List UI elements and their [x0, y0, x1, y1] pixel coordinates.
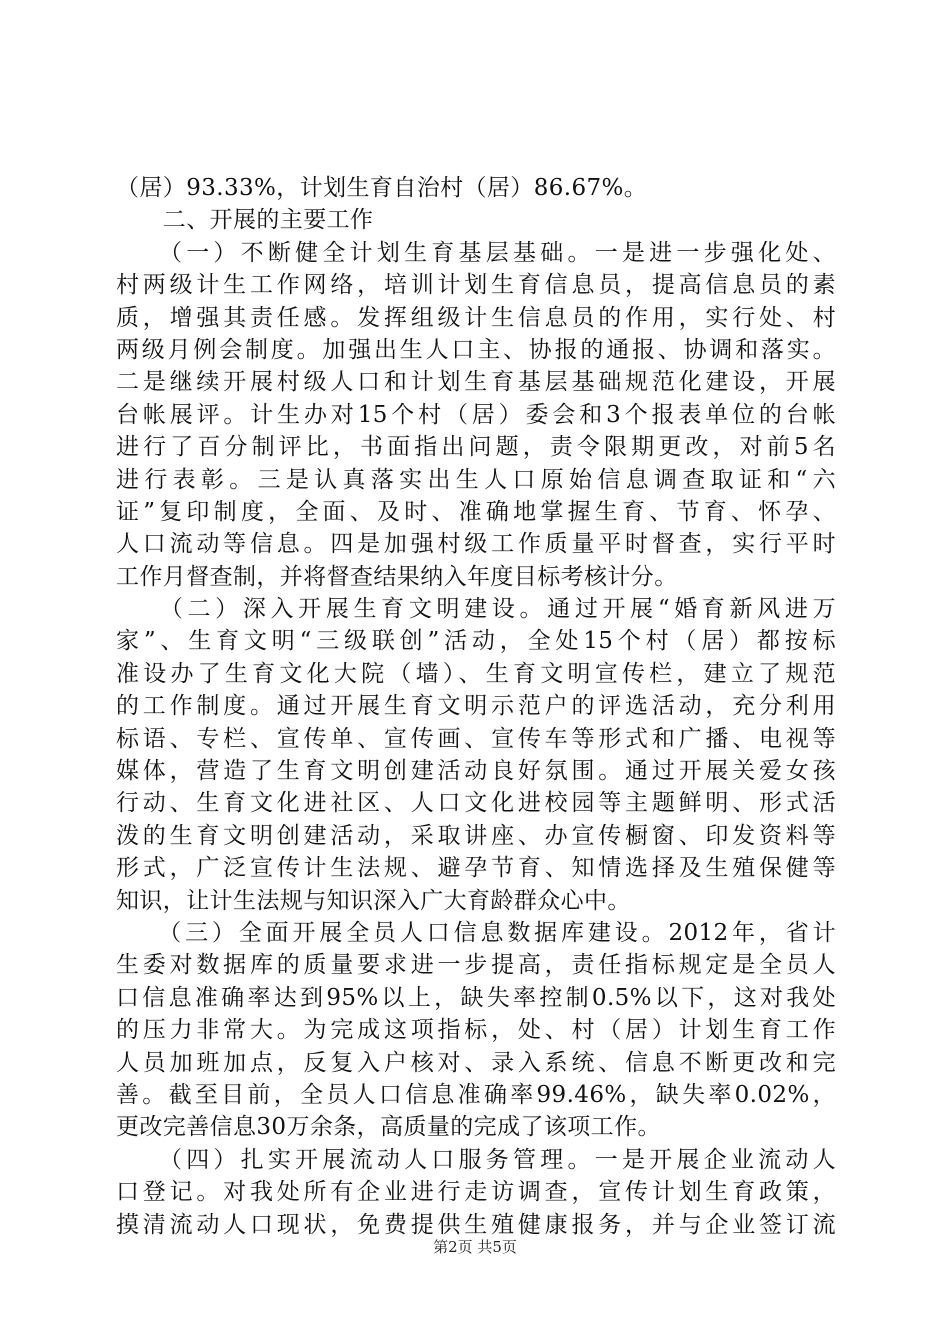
page-footer: 第2页 共5页 — [433, 1238, 517, 1256]
text-line: （四）扎实开展流动人口服务管理。一是开展企业流动人 — [116, 1146, 836, 1173]
text-line: 二是继续开展村级人口和计划生育基层基础规范化建设，开展 — [116, 369, 836, 396]
text-line: 生委对数据库的质量要求进一步提高，责任指标规定是全员人 — [116, 952, 836, 979]
text-line: 家”、生育文明“三级联创”活动，全处15个村（居）都按标 — [116, 628, 836, 655]
text-line: 知识，让计生法规与知识深入广大育龄群众心中。 — [116, 887, 631, 914]
text-line: 标语、专栏、宣传单、宣传画、宣传车等形式和广播、电视等 — [116, 725, 836, 752]
text-line: 摸清流动人口现状，免费提供生殖健康报务，并与企业签订流 — [116, 1211, 836, 1238]
text-line: 人员加班加点，反复入户核对、录入系统、信息不断更改和完 — [116, 1049, 836, 1076]
text-line: 证”复印制度，全面、及时、准确地掌握生育、节育、怀孕、 — [116, 498, 836, 525]
text-line: （二）深入开展生育文明建设。通过开展“婚育新风进万 — [116, 596, 836, 623]
text-line: 形式，广泛宣传计生法规、避孕节育、知情选择及生殖保健等 — [116, 855, 836, 882]
text-line: 质，增强其责任感。发挥组级计生信息员的作用，实行处、村 — [116, 304, 836, 331]
text-line: 准设办了生育文化大院（墙）、生育文明宣传栏，建立了规范 — [116, 660, 836, 687]
text-line: （居）93.33%，计划生育自治村（居）86.67%。 — [116, 175, 648, 201]
text-line: 善。截至目前，全员人口信息准确率99.46%，缺失率0.02%， — [116, 1081, 836, 1108]
text-line: 更改完善信息30万余条，高质量的完成了该项工作。 — [116, 1114, 661, 1141]
text-line: 进行了百分制评比，书面指出问题，责令限期更改，对前5名 — [116, 434, 836, 461]
text-line: 二、开展的主要工作 — [116, 207, 374, 234]
text-line: 口登记。对我处所有企业进行走访调查，宣传计划生育政策， — [116, 1179, 836, 1206]
text-line: 泼的生育文明创建活动，采取讲座、办宣传橱窗、印发资料等 — [116, 822, 836, 849]
document-body — [116, 172, 836, 1241]
text-line: 台帐展评。计生办对15个村（居）委会和3个报表单位的台帐 — [116, 401, 836, 428]
text-line: 人口流动等信息。四是加强村级工作质量平时督查，实行平时 — [116, 531, 836, 558]
text-line: 两级月例会制度。加强出生人口主、协报的通报、协调和落实。 — [116, 336, 836, 363]
text-line: 的工作制度。通过开展生育文明示范户的评选活动，充分利用 — [116, 693, 836, 720]
text-line: 村两级计生工作网络，培训计划生育信息员，提高信息员的素 — [116, 272, 836, 299]
text-line: 的压力非常大。为完成这项指标，处、村（居）计划生育工作 — [116, 1017, 836, 1044]
text-line: 进行表彰。三是认真落实出生人口原始信息调查取证和“六 — [116, 466, 836, 493]
text-line: 行动、生育文化进社区、人口文化进校园等主题鲜明、形式活 — [116, 790, 836, 817]
text-line: 媒体，营造了生育文明创建活动良好氛围。通过开展关爱女孩 — [116, 758, 836, 785]
text-line: 工作月督查制，并将督查结果纳入年度目标考核计分。 — [116, 563, 678, 590]
text-line: 口信息准确率达到95%以上，缺失率控制0.5%以下，这对我处 — [116, 984, 836, 1011]
text-line: （一）不断健全计划生育基层基础。一是进一步强化处、 — [116, 239, 836, 266]
text-line: （三）全面开展全员人口信息数据库建设。2012年，省计 — [116, 919, 836, 946]
